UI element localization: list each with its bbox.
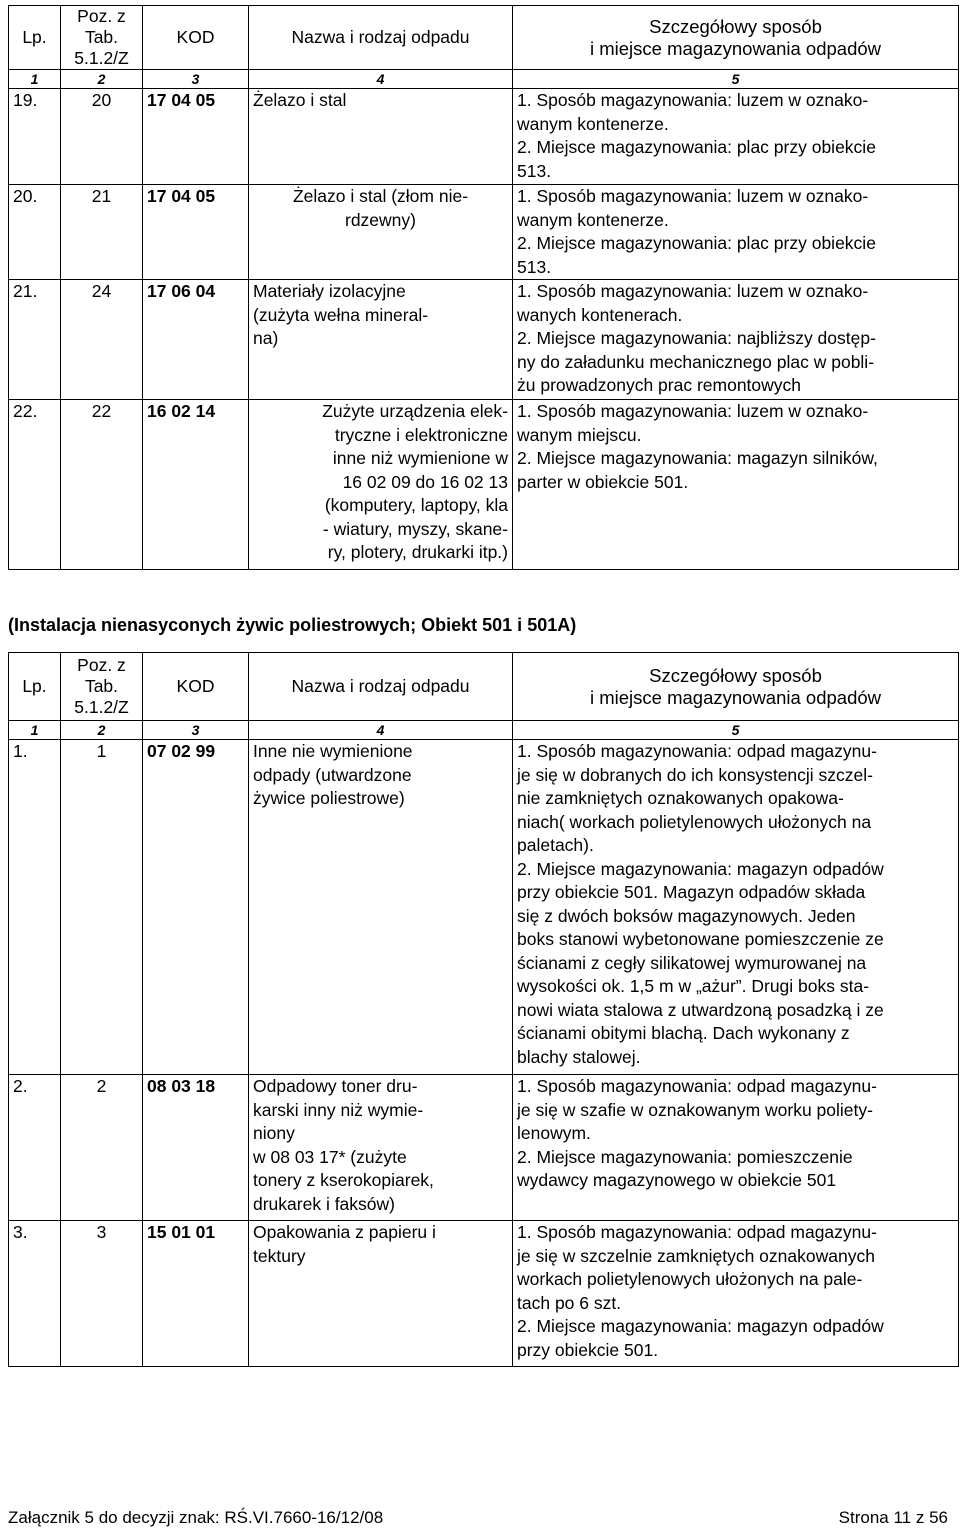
col-number: 2 (61, 70, 143, 89)
col-number: 1 (9, 721, 61, 740)
cell-sposob: 1. Sposób magazynowania: luzem w oznako- wanym miejscu. 2. Miejsce magazynowania: magazyn silników, parter w obiekcie 501. (513, 400, 959, 570)
header-nazwa: Nazwa i rodzaj odpadu (249, 653, 513, 721)
header-kod: KOD (143, 6, 249, 70)
cell-lp: 22. (9, 400, 61, 570)
table-row (9, 1221, 959, 1367)
cell-poz: 22 (61, 400, 143, 570)
header-kod: KOD (143, 653, 249, 721)
cell-sposob: 1. Sposób magazynowania: luzem w oznako- wanym kontenerze. 2. Miejsce magazynowania: plac przy obiekcie 513. (513, 89, 959, 185)
cell-kod: 17 04 05 (143, 89, 249, 185)
cell-sposob: 1. Sposób magazynowania: luzem w oznako- wanym kontenerze. 2. Miejsce magazynowania: plac przy obiekcie 513. (513, 185, 959, 280)
cell-lp: 20. (9, 185, 61, 280)
cell-kod: 07 02 99 (143, 740, 249, 1075)
cell-poz: 20 (61, 89, 143, 185)
header-sposob: Szczegółowy sposób i miejsce magazynowania odpadów (513, 653, 959, 721)
cell-poz: 21 (61, 185, 143, 280)
table-row (9, 400, 959, 570)
header-poz: Poz. z Tab. 5.1.2/Z (61, 653, 143, 721)
header-nazwa: Nazwa i rodzaj odpadu (249, 6, 513, 70)
table-row (9, 185, 959, 280)
col-number: 4 (249, 721, 513, 740)
cell-sposob: 1. Sposób magazynowania: odpad magazynu- je się w szafie w oznakowanym worku poliety- lenowym. 2. Miejsce magazynowania: pomieszczenie wydawcy magazynowego w obiekcie 501 (513, 1075, 959, 1221)
header-poz: Poz. z Tab. 5.1.2/Z (61, 6, 143, 70)
cell-lp: 21. (9, 280, 61, 400)
col-number: 5 (513, 70, 959, 89)
header-lp: Lp. (9, 653, 61, 721)
footer-reference: Załącznik 5 do decyzji znak: RŚ.VI.7660-16/12/08 (8, 1508, 384, 1527)
col-number: 2 (61, 721, 143, 740)
cell-poz: 3 (61, 1221, 143, 1367)
cell-poz: 2 (61, 1075, 143, 1221)
cell-nazwa: Materiały izolacyjne (zużyta wełna mineral- na) (249, 280, 513, 400)
table-row (9, 280, 959, 400)
cell-poz: 1 (61, 740, 143, 1075)
cell-sposob: 1. Sposób magazynowania: odpad magazynu- je się w dobranych do ich konsystencji szczel- nie zamkniętych oznakowanych opakowa- niach( workach polietylenowych ułożonych na paletach). 2. Miejsce magazynowania: magazyn odpadów przy obiekcie 501. Magazyn odpadów składa się z dwóch boksów magazynowych. Jeden boks stanowi wybetonowane pomieszczenie ze ścianami z cegły silikatowej wymurowanej na wysokości ok. 1,5 m w „ażur”. Drugi boks sta- nowi wiata stalowa z utwardzoną posadzką i ze ścianami obitymi blachą. Dach wykonany z blachy stalowej. (513, 740, 959, 1075)
cell-lp: 3. (9, 1221, 61, 1367)
cell-nazwa: Odpadowy toner dru- karski inny niż wymie- niony w 08 03 17* (zużyte tonery z kserokopiarek, drukarek i faksów) (249, 1075, 513, 1221)
cell-kod: 15 01 01 (143, 1221, 249, 1367)
table-row (9, 89, 959, 185)
cell-nazwa: Zużyte urządzenia elek- tryczne i elektroniczne inne niż wymienione w 16 02 09 do 16 02 13 (komputery, laptopy, kla - wiatury, myszy, skane- ry, plotery, drukarki itp.) (249, 400, 513, 570)
header-sposob: Szczegółowy sposób i miejsce magazynowania odpadów (513, 6, 959, 70)
cell-lp: 2. (9, 1075, 61, 1221)
col-number: 3 (143, 70, 249, 89)
cell-lp: 1. (9, 740, 61, 1075)
table-header-row (9, 6, 959, 70)
col-number: 1 (9, 70, 61, 89)
cell-kod: 16 02 14 (143, 400, 249, 570)
cell-kod: 08 03 18 (143, 1075, 249, 1221)
cell-kod: 17 04 05 (143, 185, 249, 280)
col-number: 5 (513, 721, 959, 740)
cell-sposob: 1. Sposób magazynowania: odpad magazynu- je się w szczelnie zamkniętych oznakowanych workach polietylenowych ułożonych na pale- tach po 6 szt. 2. Miejsce magazynowania: magazyn odpadów przy obiekcie 501. (513, 1221, 959, 1367)
cell-kod: 17 06 04 (143, 280, 249, 400)
table-row (9, 1075, 959, 1221)
footer-page-number: Strona 11 z 56 (838, 1508, 948, 1527)
cell-nazwa: Żelazo i stal (249, 89, 513, 185)
col-number: 3 (143, 721, 249, 740)
waste-table-2 (8, 652, 959, 1367)
table-header-row (9, 653, 959, 721)
cell-sposob: 1. Sposób magazynowania: luzem w oznako- wanych kontenerach. 2. Miejsce magazynowania: najbliższy dostęp- ny do załadunku mechanicznego plac w pobli- żu prowadzonych prac remontowych (513, 280, 959, 400)
column-number-row (9, 721, 959, 740)
cell-nazwa: Żelazo i stal (złom nie- rdzewny) (249, 185, 513, 280)
waste-table-1 (8, 5, 959, 570)
column-number-row (9, 70, 959, 89)
cell-nazwa: Inne nie wymienione odpady (utwardzone żywice poliestrowe) (249, 740, 513, 1075)
cell-nazwa: Opakowania z papieru i tektury (249, 1221, 513, 1367)
table-row (9, 740, 959, 1075)
header-lp: Lp. (9, 6, 61, 70)
section-title: (Instalacja nienasyconych żywic poliestrowych; Obiekt 501 i 501A) (8, 615, 577, 635)
col-number: 4 (249, 70, 513, 89)
cell-poz: 24 (61, 280, 143, 400)
cell-lp: 19. (9, 89, 61, 185)
